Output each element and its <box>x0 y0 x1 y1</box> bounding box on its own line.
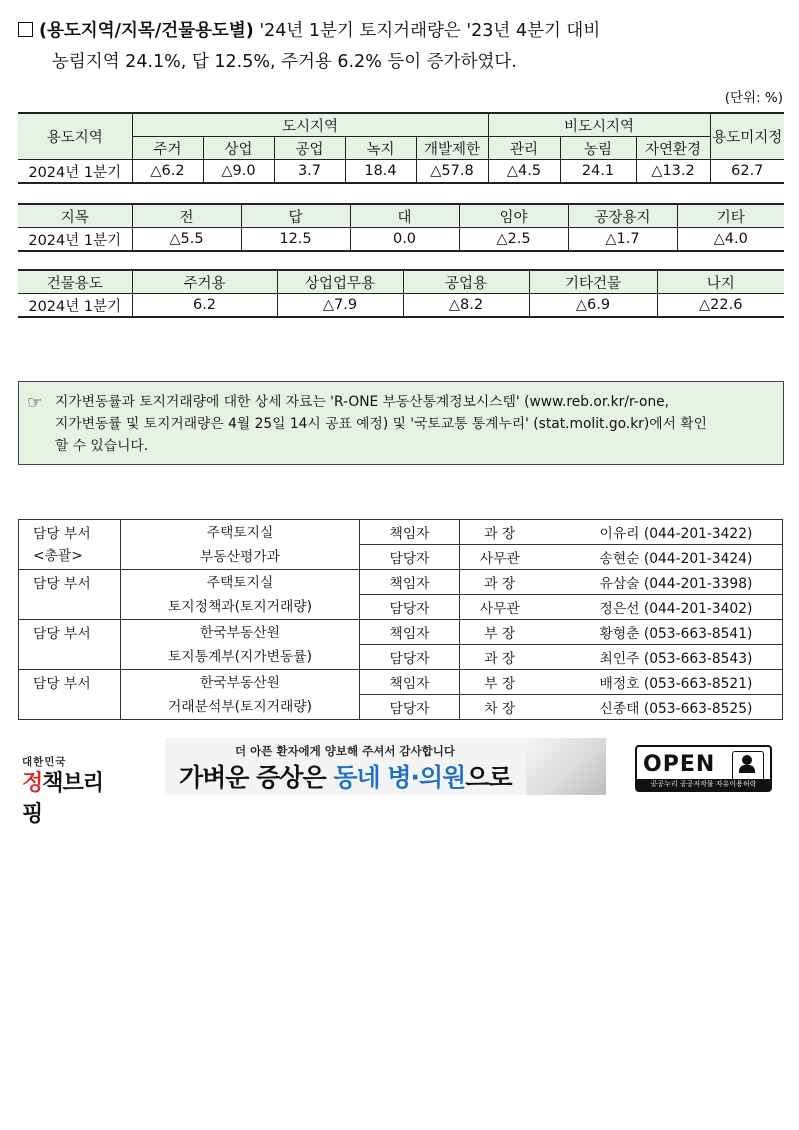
building-value: 6.2 <box>132 294 277 318</box>
zone-table <box>18 112 784 184</box>
zone-value: △4.5 <box>488 160 560 184</box>
banner-top-text: 더 아픈 환자에게 양보해 주셔서 감사합니다 <box>235 744 455 758</box>
zone-sub-header: 상업 <box>203 137 274 160</box>
unit-label: (단위: %) <box>724 90 783 106</box>
banner-main-part: 가벼운 증상은 <box>179 763 334 792</box>
policy-briefing-logo[interactable] <box>22 754 122 828</box>
zone-sub-header: 자연환경 <box>636 137 710 160</box>
contact-name-phone: 신종태 (053-663-8525) <box>590 695 783 720</box>
banner-decoration <box>526 738 606 795</box>
logo-title-accent: 정 <box>22 771 43 796</box>
dept-label: 담당 부서 <box>33 626 91 642</box>
zone-value: 3.7 <box>274 160 345 184</box>
building-value: △7.9 <box>277 294 403 318</box>
contact-position: 차 장 <box>460 695 590 720</box>
contact-name-phone: 유삼술 (044-201-3398) <box>590 570 783 595</box>
zone-value: △13.2 <box>636 160 710 184</box>
building-row-label: 2024년 1분기 <box>18 294 132 318</box>
zone-value: △9.0 <box>203 160 274 184</box>
banner-main-part: 으로 <box>465 763 512 792</box>
contact-position: 과 장 <box>460 520 590 545</box>
land-col-header: 임야 <box>459 204 568 228</box>
land-col-header: 대 <box>350 204 459 228</box>
org-name: 주택토지실 <box>206 525 274 541</box>
zone-sub-header: 농림 <box>560 137 636 160</box>
building-value: △22.6 <box>657 294 784 318</box>
contact-role: 담당자 <box>360 545 460 570</box>
building-col-header: 나지 <box>657 270 784 294</box>
zone-group-urban: 도시지역 <box>132 113 488 137</box>
banner-main-text <box>179 758 512 794</box>
contact-position: 사무관 <box>460 545 590 570</box>
zone-row-label: 2024년 1분기 <box>18 160 132 184</box>
open-license-caption: 공공누리 공공저작물 자유이용허락 <box>637 779 770 790</box>
land-col-header: 공장용지 <box>568 204 677 228</box>
open-word: OPEN <box>643 752 716 777</box>
zone-sub-header: 공업 <box>274 137 345 160</box>
org-name: 주택토지실 <box>206 575 274 591</box>
land-value: △1.7 <box>568 228 677 252</box>
dept-label: 담당 부서 <box>33 676 91 692</box>
contact-name-phone: 황형춘 (053-663-8541) <box>590 620 783 645</box>
org-cell <box>121 570 360 620</box>
zone-value: 18.4 <box>345 160 416 184</box>
contact-name-phone: 배정호 (053-663-8521) <box>590 670 783 695</box>
zone-sub-header: 개발제한 <box>416 137 488 160</box>
land-category-table <box>18 203 784 252</box>
contact-role: 책임자 <box>360 670 460 695</box>
heading-line-2: 농림지역 24.1%, 답 12.5%, 주거용 6.2% 등이 증가하였다. <box>52 52 517 72</box>
land-value: 0.0 <box>350 228 459 252</box>
heading-category: (용도지역/지목/건물용도별) <box>39 21 254 41</box>
org-division: 거래분석부(토지거래량) <box>167 699 313 715</box>
dept-sublabel: <총괄> <box>33 548 83 564</box>
dept-cell <box>19 620 121 670</box>
banner-main-highlight: 동네 병·의원 <box>333 763 466 792</box>
open-license-badge[interactable] <box>635 745 772 792</box>
contact-position: 부 장 <box>460 670 590 695</box>
building-value: △6.9 <box>529 294 657 318</box>
note-line: 지가변동률과 토지거래량에 대한 상세 자료는 'R-ONE 부동산통계정보시스템' (www.reb.or.kr/r-one, <box>55 394 670 410</box>
campaign-banner[interactable] <box>165 738 606 795</box>
dept-label: 담당 부서 <box>33 526 91 542</box>
heading-summary: '24년 1분기 토지거래량은 '23년 4분기 대비 <box>259 21 601 41</box>
land-col-header: 답 <box>241 204 350 228</box>
building-value: △8.2 <box>403 294 529 318</box>
land-value: 12.5 <box>241 228 350 252</box>
org-cell <box>121 620 360 670</box>
zone-sub-header: 녹지 <box>345 137 416 160</box>
land-value: △2.5 <box>459 228 568 252</box>
zone-value: 24.1 <box>560 160 636 184</box>
contact-position: 부 장 <box>460 620 590 645</box>
attribution-person-icon <box>732 751 764 781</box>
logo-title <box>22 766 122 828</box>
zone-group-nonurban: 비도시지역 <box>488 113 710 137</box>
org-cell <box>121 670 360 720</box>
land-col-header: 기타 <box>677 204 784 228</box>
building-use-table <box>18 269 784 318</box>
contact-position: 과 장 <box>460 570 590 595</box>
reference-note <box>18 381 784 465</box>
checkbox-bullet-icon <box>18 22 33 37</box>
zone-sub-header: 관리 <box>488 137 560 160</box>
contact-name-phone: 최인주 (053-663-8543) <box>590 645 783 670</box>
contact-role: 담당자 <box>360 645 460 670</box>
org-name: 한국부동산원 <box>200 625 280 641</box>
heading <box>18 16 788 78</box>
land-value: △4.0 <box>677 228 784 252</box>
note-line: 지가변동률 및 토지거래량은 4월 25일 14시 공표 예정) 및 '국토교통 통계누리' (stat.molit.go.kr)에서 확인 <box>55 416 707 432</box>
org-division: 부동산평가과 <box>200 549 280 565</box>
land-col-header: 전 <box>132 204 241 228</box>
building-header-label: 건물용도 <box>18 270 132 294</box>
contact-position: 과 장 <box>460 645 590 670</box>
contact-position: 사무관 <box>460 595 590 620</box>
contact-name-phone: 이유리 (044-201-3422) <box>590 520 783 545</box>
logo-title-rest: 책브리핑 <box>22 771 104 827</box>
contact-role: 담당자 <box>360 595 460 620</box>
dept-cell <box>19 570 121 620</box>
zone-value: 62.7 <box>710 160 784 184</box>
building-col-header: 주거용 <box>132 270 277 294</box>
org-division: 토지정책과(토지거래량) <box>167 599 313 615</box>
contact-table <box>18 519 783 720</box>
building-col-header: 상업업무용 <box>277 270 403 294</box>
heading-line-1 <box>18 16 788 47</box>
org-name: 한국부동산원 <box>200 675 280 691</box>
building-col-header: 기타건물 <box>529 270 657 294</box>
note-line: 할 수 있습니다. <box>55 438 149 454</box>
contact-role: 담당자 <box>360 695 460 720</box>
land-header-label: 지목 <box>18 204 132 228</box>
contact-name-phone: 송현순 (044-201-3424) <box>590 545 783 570</box>
contact-role: 책임자 <box>360 620 460 645</box>
dept-label: 담당 부서 <box>33 576 91 592</box>
org-cell <box>121 520 360 570</box>
dept-cell <box>19 520 121 570</box>
zone-header-label: 용도지역 <box>18 113 132 160</box>
land-row-label: 2024년 1분기 <box>18 228 132 252</box>
zone-value: △6.2 <box>132 160 203 184</box>
zone-value: △57.8 <box>416 160 488 184</box>
zone-sub-header: 주거 <box>132 137 203 160</box>
contact-role: 책임자 <box>360 570 460 595</box>
land-value: △5.5 <box>132 228 241 252</box>
pointing-hand-icon: ☞ <box>27 393 43 413</box>
org-division: 토지통계부(지가변동률) <box>167 649 313 665</box>
contact-name-phone: 정은선 (044-201-3402) <box>590 595 783 620</box>
logo-country-text: 대한민국 <box>22 756 67 768</box>
building-col-header: 공업용 <box>403 270 529 294</box>
dept-cell <box>19 670 121 720</box>
contact-role: 책임자 <box>360 520 460 545</box>
zone-unassigned: 용도미지정 <box>710 113 784 160</box>
